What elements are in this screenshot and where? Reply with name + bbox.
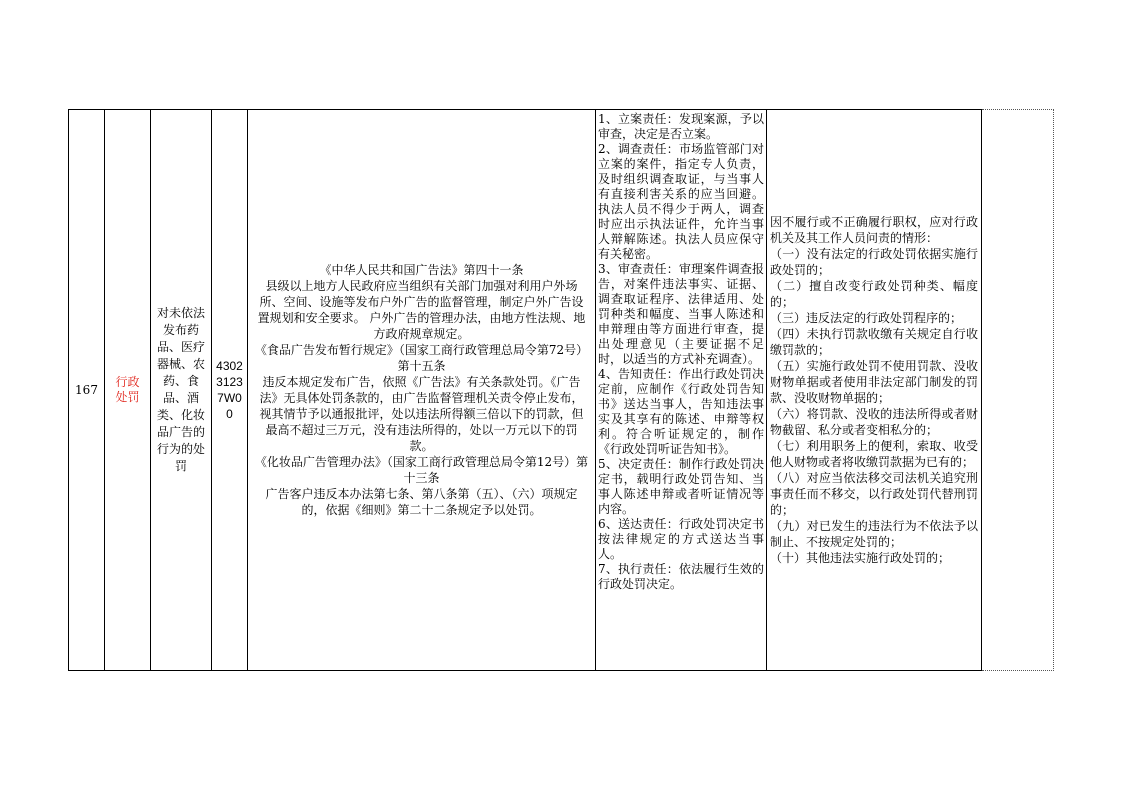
table-bottom-border: [68, 670, 982, 671]
accountability-text: [767, 214, 981, 566]
seq-cell: [69, 110, 104, 670]
basis-cell: [248, 110, 595, 670]
responsibility-item: 5、决定责任：制作行政处罚决定书，载明行政处罚告知、当事人陈述申辩或者听证情况等内容。: [598, 457, 764, 516]
basis-line: 县级以上地方人民政府应当组织有关部门加强对利用户外场所、空间、设施等发布户外广告的监督管理，制定户外广告设置规划和安全要求。 户外广告的管理办法，由地方性法规、地方政府规章规定。: [257, 279, 586, 341]
basis-line: 违反本规定发布广告，依照《广告法》有关条款处罚。《广告法》无具体处罚条款的，由广告监督管理机关责令停止发布，视其情节予以通报批评，处以违法所得额三倍以下的罚款，但最高不超过三万元，没有违法所得的，处以一万元以下的罚款。: [259, 375, 584, 453]
seq-number: 167: [75, 383, 98, 397]
notes-col-bottom-dotted: [982, 670, 1054, 671]
item-name-cell: [151, 110, 211, 670]
basis-line: 《化妆品广告管理办法》（国家工商行政管理总局令第12号）第十三条: [254, 455, 589, 485]
responsibility-item: 6、送达责任：行政处罚决定书按法律规定的方式送达当事人。: [598, 517, 764, 561]
accountability-cell: [767, 110, 981, 670]
responsibility-item: 3、审查责任：审理案件调查报告，对案件违法事实、证据、调查取证程序、法律适用、处罚种类和幅度、当事人陈述和申辩理由等方面进行审查，提出处理意见（主要证据不足时，以适当的方式补充调查）。: [598, 262, 764, 366]
notes-col-right-dotted: [1053, 109, 1054, 671]
accountability-item: （六）将罚款、没收的违法所得或者财物截留、私分或者变相私分的；: [770, 407, 978, 437]
legal-basis-text: [248, 262, 595, 518]
code-cell: [212, 110, 247, 670]
accountability-item: （七）利用职务上的便利，索取、收受他人财物或者将收缴罚款据为已有的；: [770, 439, 978, 469]
accountability-item: （八）对应当依法移交司法机关追究刑事责任而不移交，以行政处罚代替刑罚的；: [770, 471, 978, 517]
basis-line: 广告客户违反本办法第七条、第八条第（五）、（六）项规定的，依据《细则》第二十二条规定予以处罚。: [265, 487, 578, 517]
notes-cell: [982, 110, 1053, 670]
basis-line: 《中华人民共和国广告法》第四十一条: [319, 263, 524, 277]
accountability-item: （三）违反法定的行政处罚程序的；: [770, 311, 963, 325]
responsibility-cell: [596, 110, 766, 670]
item-name: 对未依法发布药品、医疗器械、农药、食品、酒类、化妆品广告的行为的处罚: [156, 306, 205, 473]
basis-line: 《食品广告发布暂行规定》（国家工商行政管理总局令第72号）第十五条: [254, 343, 589, 373]
responsibility-item: 2、调查责任：市场监管部门对立案的案件，指定专人负责，及时组织调查取证，与当事人有直接利害关系的应当回避。执法人员不得少于两人，调查时应出示执法证件，允许当事人辩解陈述。执法人员应保守有关秘密。: [598, 142, 764, 261]
item-code: 43023123 7W00: [216, 359, 243, 421]
accountability-item: （四）未执行罚款收缴有关规定自行收缴罚款的；: [770, 327, 978, 357]
accountability-item: 因不履行或不正确履行职权，应对行政机关及其工作人员问责的情形：: [770, 215, 978, 245]
responsibility-text: [596, 110, 766, 592]
accountability-item: （二）擅自改变行政处罚种类、幅度的；: [770, 279, 978, 309]
accountability-item: （一）没有法定的行政处罚依据实施行政处罚的；: [770, 247, 978, 277]
accountability-item: （九）对已发生的违法行为不依法予以制止、不按规定处罚的；: [770, 519, 978, 549]
category-cell: [105, 110, 150, 670]
accountability-item: （五）实施行政处罚不使用罚款、没收财物单据或者使用非法定部门制发的罚款、没收财物单据的；: [770, 359, 978, 405]
responsibility-item: 4、告知责任：作出行政处罚决定前，应制作《行政处罚告知书》送达当事人，告知违法事实及其享有的陈述、申辩等权利。符合听证规定的，制作《行政处罚听证告知书》。: [598, 367, 764, 456]
responsibility-item: 7、执行责任：依法履行生效的行政处罚决定。: [598, 562, 764, 591]
category-label: 行政处罚: [115, 375, 140, 404]
accountability-item: （十）其他违法实施行政处罚的；: [770, 551, 951, 565]
responsibility-item: 1、立案责任：发现案源，予以审查，决定是否立案。: [598, 112, 764, 141]
